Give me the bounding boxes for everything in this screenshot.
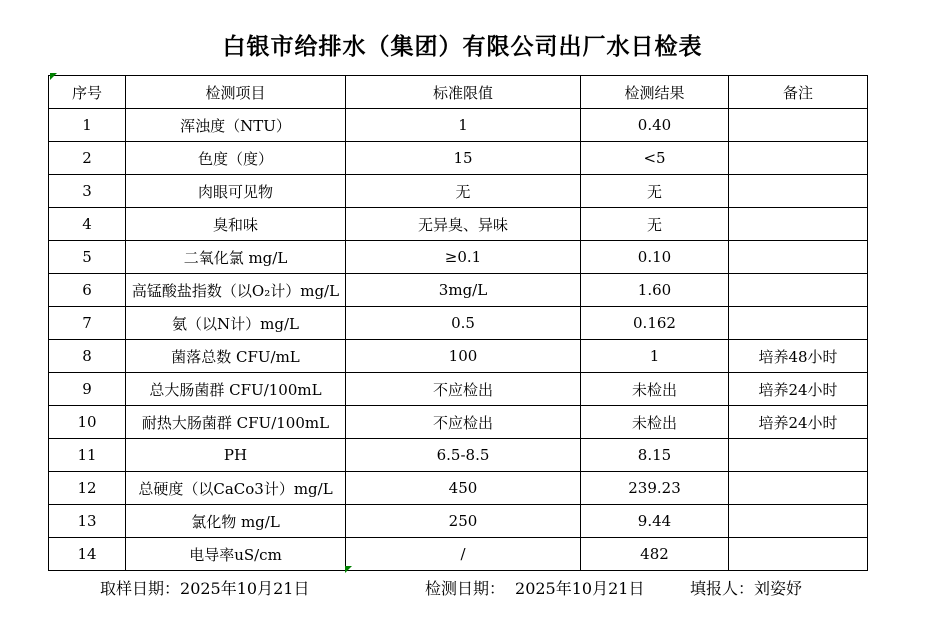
cell-result[interactable]: 未检出 (581, 406, 729, 439)
cell-limit[interactable]: 450 (346, 472, 581, 505)
cell-remark[interactable] (729, 241, 868, 274)
cell-item[interactable]: 高锰酸盐指数（以O₂计）mg/L (126, 274, 346, 307)
cell-result[interactable]: 0.162 (581, 307, 729, 340)
cell-remark[interactable] (729, 472, 868, 505)
excel-error-indicator-icon (345, 566, 352, 573)
cell-result[interactable]: 8.15 (581, 439, 729, 472)
col-header-remark[interactable]: 备注 (729, 76, 868, 109)
cell-item[interactable]: 肉眼可见物 (126, 175, 346, 208)
footer (0, 576, 925, 598)
table-row (49, 373, 868, 406)
cell-limit[interactable]: 不应检出 (346, 406, 581, 439)
cell-result[interactable]: 1.60 (581, 274, 729, 307)
cell-item[interactable]: 总大肠菌群 CFU/100mL (126, 373, 346, 406)
cell-seq[interactable]: 1 (49, 109, 126, 142)
cell-item[interactable]: 氨（以N计）mg/L (126, 307, 346, 340)
cell-seq[interactable]: 8 (49, 340, 126, 373)
col-header-item[interactable]: 检测项目 (126, 76, 346, 109)
excel-error-indicator-icon (50, 73, 57, 80)
table-row (49, 241, 868, 274)
reporter-value: 刘姿妤 (754, 579, 803, 598)
table-row (49, 439, 868, 472)
sampling-date (100, 576, 309, 599)
cell-item[interactable]: 臭和味 (126, 208, 346, 241)
cell-limit[interactable]: 无 (346, 175, 581, 208)
cell-result[interactable]: 无 (581, 175, 729, 208)
cell-seq[interactable]: 4 (49, 208, 126, 241)
reporter (690, 576, 802, 599)
cell-remark[interactable]: 培养24小时 (729, 373, 868, 406)
table-row (49, 538, 868, 571)
reporter-label: 填报人： (690, 579, 755, 598)
test-date (425, 576, 644, 599)
cell-limit[interactable]: 1 (346, 109, 581, 142)
cell-seq[interactable]: 10 (49, 406, 126, 439)
cell-seq[interactable]: 7 (49, 307, 126, 340)
cell-seq[interactable]: 5 (49, 241, 126, 274)
cell-limit[interactable]: 6.5-8.5 (346, 439, 581, 472)
cell-item[interactable]: 浑浊度（NTU） (126, 109, 346, 142)
cell-item[interactable]: 电导率uS/cm (126, 538, 346, 571)
cell-seq[interactable]: 12 (49, 472, 126, 505)
cell-remark[interactable] (729, 307, 868, 340)
table-row (49, 208, 868, 241)
cell-remark[interactable]: 培养48小时 (729, 340, 868, 373)
cell-result[interactable]: 0.10 (581, 241, 729, 274)
cell-remark[interactable] (729, 109, 868, 142)
cell-remark[interactable] (729, 538, 868, 571)
table-row (49, 109, 868, 142)
cell-seq[interactable]: 11 (49, 439, 126, 472)
cell-limit[interactable]: 0.5 (346, 307, 581, 340)
cell-limit[interactable]: 3mg/L (346, 274, 581, 307)
cell-result[interactable]: 9.44 (581, 505, 729, 538)
cell-item[interactable]: 总硬度（以CaCo3计）mg/L (126, 472, 346, 505)
cell-limit[interactable]: 15 (346, 142, 581, 175)
col-header-limit[interactable]: 标准限值 (346, 76, 581, 109)
cell-seq[interactable]: 13 (49, 505, 126, 538)
table-row (49, 472, 868, 505)
cell-limit[interactable]: 100 (346, 340, 581, 373)
cell-limit[interactable]: 无异臭、异味 (346, 208, 581, 241)
table-row (49, 340, 868, 373)
cell-seq[interactable]: 3 (49, 175, 126, 208)
cell-result[interactable]: 482 (581, 538, 729, 571)
cell-result[interactable]: 0.40 (581, 109, 729, 142)
test-date-value: 2025年10月21日 (515, 579, 645, 598)
cell-result[interactable]: 239.23 (581, 472, 729, 505)
cell-remark[interactable] (729, 505, 868, 538)
test-date-label: 检测日期： (425, 579, 506, 598)
table-row (49, 307, 868, 340)
cell-result[interactable]: 无 (581, 208, 729, 241)
cell-seq[interactable]: 9 (49, 373, 126, 406)
cell-remark[interactable] (729, 439, 868, 472)
cell-item[interactable]: 菌落总数 CFU/mL (126, 340, 346, 373)
cell-limit[interactable]: ≥0.1 (346, 241, 581, 274)
table-row (49, 274, 868, 307)
sampling-date-label: 取样日期： (100, 579, 181, 598)
cell-seq[interactable]: 2 (49, 142, 126, 175)
cell-limit[interactable]: 不应检出 (346, 373, 581, 406)
header-row (49, 76, 868, 109)
cell-item[interactable]: 二氧化氯 mg/L (126, 241, 346, 274)
cell-remark[interactable] (729, 274, 868, 307)
sampling-date-value: 2025年10月21日 (180, 579, 310, 598)
cell-result[interactable]: <5 (581, 142, 729, 175)
cell-item[interactable]: 氯化物 mg/L (126, 505, 346, 538)
cell-limit[interactable]: 250 (346, 505, 581, 538)
cell-seq[interactable]: 14 (49, 538, 126, 571)
table-row (49, 142, 868, 175)
col-header-result[interactable]: 检测结果 (581, 76, 729, 109)
table-row (49, 175, 868, 208)
page-title: 白银市给排水（集团）有限公司出厂水日检表 (222, 34, 703, 60)
cell-item[interactable]: 色度（度） (126, 142, 346, 175)
table-row (49, 505, 868, 538)
table-row (49, 406, 868, 439)
cell-seq[interactable]: 6 (49, 274, 126, 307)
cell-remark[interactable] (729, 208, 868, 241)
col-header-seq[interactable]: 序号 (49, 76, 126, 109)
cell-limit[interactable]: / (346, 538, 581, 571)
cell-item[interactable]: 耐热大肠菌群 CFU/100mL (126, 406, 346, 439)
cell-result[interactable]: 1 (581, 340, 729, 373)
cell-remark[interactable]: 培养24小时 (729, 406, 868, 439)
cell-result[interactable]: 未检出 (581, 373, 729, 406)
cell-remark[interactable] (729, 142, 868, 175)
cell-item[interactable]: PH (126, 439, 346, 472)
cell-remark[interactable] (729, 175, 868, 208)
inspection-table (48, 75, 868, 571)
